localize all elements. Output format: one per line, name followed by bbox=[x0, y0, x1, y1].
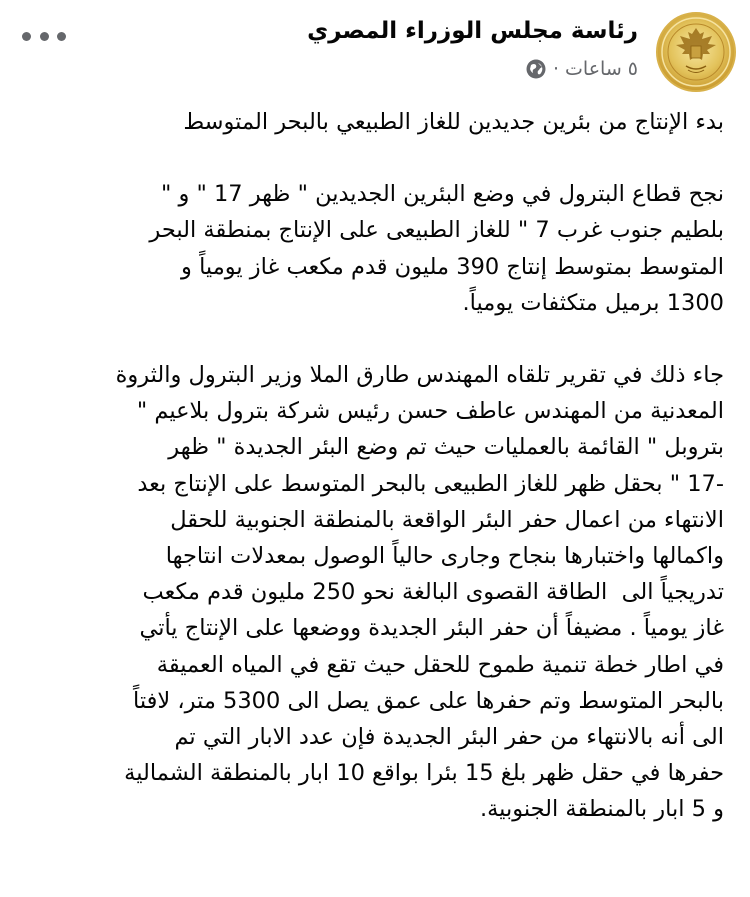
post-header bbox=[0, 10, 750, 94]
egypt-eagle-emblem-icon bbox=[658, 14, 734, 90]
paragraph-spacer bbox=[34, 140, 724, 176]
globe-icon[interactable] bbox=[525, 58, 547, 80]
post-paragraph-1: نجح قطاع البترول في وضع البئرين الجديدين " ظهر 17 " و " بلطيم جنوب غرب 7 " للغاز الطبيعى على الإنتاج بمنطقة البحر المتوسط بمتوسط إنتاج 390 مليون قدم مكعب غاز يومياً و 1300 برميل متكثفات يومياً. bbox=[149, 181, 724, 316]
page-name[interactable]: رئاسة مجلس الوزراء المصري bbox=[307, 18, 638, 44]
page-avatar[interactable] bbox=[656, 12, 736, 92]
paragraph-spacer bbox=[34, 321, 724, 357]
more-options-icon[interactable] bbox=[22, 24, 66, 48]
post-meta bbox=[525, 58, 638, 80]
more-dot bbox=[57, 32, 66, 41]
post-headline: بدء الإنتاج من بئرين جديدين للغاز الطبيعي بالبحر المتوسط bbox=[183, 109, 724, 135]
post-time[interactable]: ٥ ساعات bbox=[565, 58, 638, 80]
post-paragraph-2: جاء ذلك في تقرير تلقاه المهندس طارق الملا وزير البترول والثروة المعدنية من المهندس عاطف حسن رئيس شركة بترول بلاعيم " بتروبل " القائمة بالعمليات حيث تم وضع البئر الجديدة " ظهر -17 " بحقل ظهر للغاز الطبيعى بالبحر المتوسط على الإنتاج بعد الانتهاء من اعمال حفر البئر الواقعة بالمنطقة الجنوبية للحقل واكمالها واختبارها بنجاح وجارى حالياً الوصول بمعدلات انتاجها تدريجياً الى الطاقة القصوى البالغة نحو 250 مليون قدم مكعب غاز يومياً . مضيفاً أن حفر البئر الجديدة ووضعها على الإنتاج يأتي في اطار خطة تنمية طموح للحقل حيث تقع في المياه العميقة بالبحر المتوسط وتم حفرها على عمق يصل الى 5300 متر، لافتاً الى أنه بالانتهاء من حفر البئر الجديدة فإن عدد الابار التي تم حفرها في حقل ظهر بلغ 15 بئرا بواقع 10 ابار بالمنطقة الشمالية و 5 ابار بالمنطقة الجنوبية. bbox=[115, 362, 724, 823]
more-dot bbox=[22, 32, 31, 41]
more-dot bbox=[40, 32, 49, 41]
post-body bbox=[34, 104, 724, 828]
meta-separator: · bbox=[552, 58, 560, 80]
